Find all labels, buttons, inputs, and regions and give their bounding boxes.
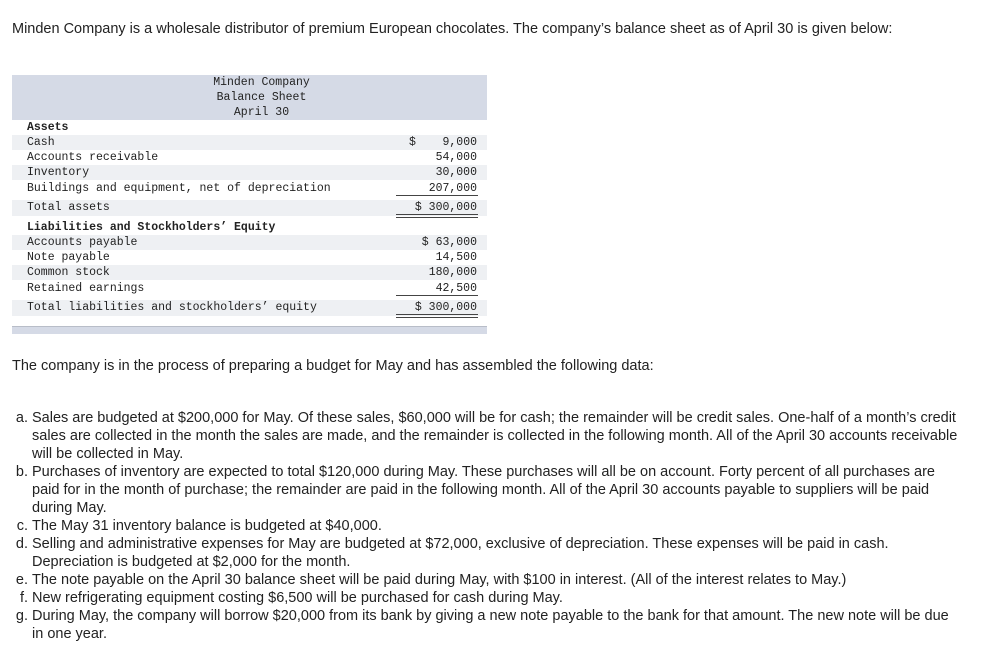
list-marker: b. (15, 464, 28, 480)
common-stock-label: Common stock (27, 266, 110, 279)
note-payable-label: Note payable (27, 251, 110, 264)
cash-value: 9,000 (442, 136, 477, 149)
list-item-text: The May 31 inventory balance is budgeted at $40,000. (32, 518, 382, 534)
list-item (12, 571, 962, 589)
list-item (12, 463, 962, 517)
buildings-label: Buildings and equipment, net of depreciation (27, 182, 331, 195)
inventory-label: Inventory (27, 166, 90, 179)
buildings-value: 207,000 (428, 182, 477, 195)
list-item (12, 607, 962, 643)
total-assets-value: $ 300,000 (414, 201, 477, 214)
list-item (12, 517, 962, 535)
total-liabilities-value: $ 300,000 (414, 301, 477, 314)
budget-data-intro: The company is in the process of preparing a budget for May and has assembled the following data: (12, 358, 654, 374)
accounts-payable-label: Accounts payable (27, 236, 138, 249)
liabilities-total-double-rule (396, 314, 478, 318)
list-item-text: Sales are budgeted at $200,000 for May. Of these sales, $60,000 will be for cash; the remainder will be credit sales. One-half of a month’s credit sales are collected in the month the sales are made, and the remainder is collected in the following month. All of the April 30 accounts receivable will be collected in May. (32, 410, 958, 462)
list-marker: c. (16, 518, 28, 534)
list-item-text: Purchases of inventory are expected to total $120,000 during May. These purchases will all be on account. Forty percent of all purchases are paid for in the month of purchase; the remainder are paid in the following month. All of the April 30 accounts payable to suppliers will be paid during May. (32, 464, 936, 516)
assets-total-double-rule (396, 214, 478, 218)
total-liabilities-label: Total liabilities and stockholders’ equity (27, 301, 317, 314)
cash-dollar-sign: $ (409, 136, 416, 149)
list-item-text: New refrigerating equipment costing $6,500 will be purchased for cash during May. (32, 590, 563, 606)
retained-earnings-row (12, 281, 487, 296)
balance-sheet-footer-bar (12, 326, 487, 334)
intro-paragraph: Minden Company is a wholesale distributor of premium European chocolates. The company’s balance sheet as of April 30 is given below: (12, 21, 893, 37)
accounts-payable-value: $ 63,000 (421, 236, 477, 249)
list-item-text: Selling and administrative expenses for May are budgeted at $72,000, exclusive of depreciation. These expenses will be paid in cash. Depreciation is budgeted at $2,000 for the month. (32, 536, 889, 570)
accounts-payable-row (12, 235, 487, 250)
budget-data-list (12, 409, 962, 643)
balance-sheet-title: Balance Sheet (216, 91, 307, 104)
inventory-value: 30,000 (435, 166, 477, 179)
assets-heading: Assets (27, 121, 69, 134)
cash-label: Cash (27, 136, 55, 149)
accounts-receivable-value: 54,000 (435, 151, 477, 164)
common-stock-value: 180,000 (428, 266, 477, 279)
list-marker: f. (19, 590, 28, 606)
retained-earnings-label: Retained earnings (27, 282, 145, 295)
list-marker: a. (15, 410, 28, 426)
list-marker: d. (15, 536, 28, 552)
liabilities-heading: Liabilities and Stockholders’ Equity (27, 221, 276, 234)
note-payable-row (12, 250, 487, 265)
balance-sheet-company: Minden Company (213, 76, 310, 89)
accounts-receivable-label: Accounts receivable (27, 151, 159, 164)
liabilities-heading-row (12, 220, 487, 235)
accounts-receivable-row (12, 150, 487, 165)
list-marker: e. (15, 572, 28, 588)
common-stock-row (12, 265, 487, 280)
cash-row (12, 135, 487, 150)
assets-heading-row (12, 120, 487, 135)
note-payable-value: 14,500 (435, 251, 477, 264)
liabilities-subtotal-rule (396, 295, 478, 296)
retained-earnings-value: 42,500 (435, 282, 477, 295)
list-item (12, 409, 962, 463)
assets-subtotal-rule (396, 195, 478, 196)
buildings-row (12, 181, 487, 196)
list-item (12, 589, 962, 607)
total-assets-label: Total assets (27, 201, 110, 214)
inventory-row (12, 165, 487, 180)
list-marker: g. (15, 608, 28, 624)
balance-sheet-date: April 30 (233, 106, 290, 119)
list-item-text: During May, the company will borrow $20,000 from its bank by giving a new note payable to the bank for that amount. The new note will be due in one year. (32, 608, 949, 642)
list-item-text: The note payable on the April 30 balance sheet will be paid during May, with $100 in interest. (All of the interest relates to May.) (32, 572, 847, 588)
list-item (12, 535, 962, 571)
balance-sheet-header (12, 75, 487, 120)
